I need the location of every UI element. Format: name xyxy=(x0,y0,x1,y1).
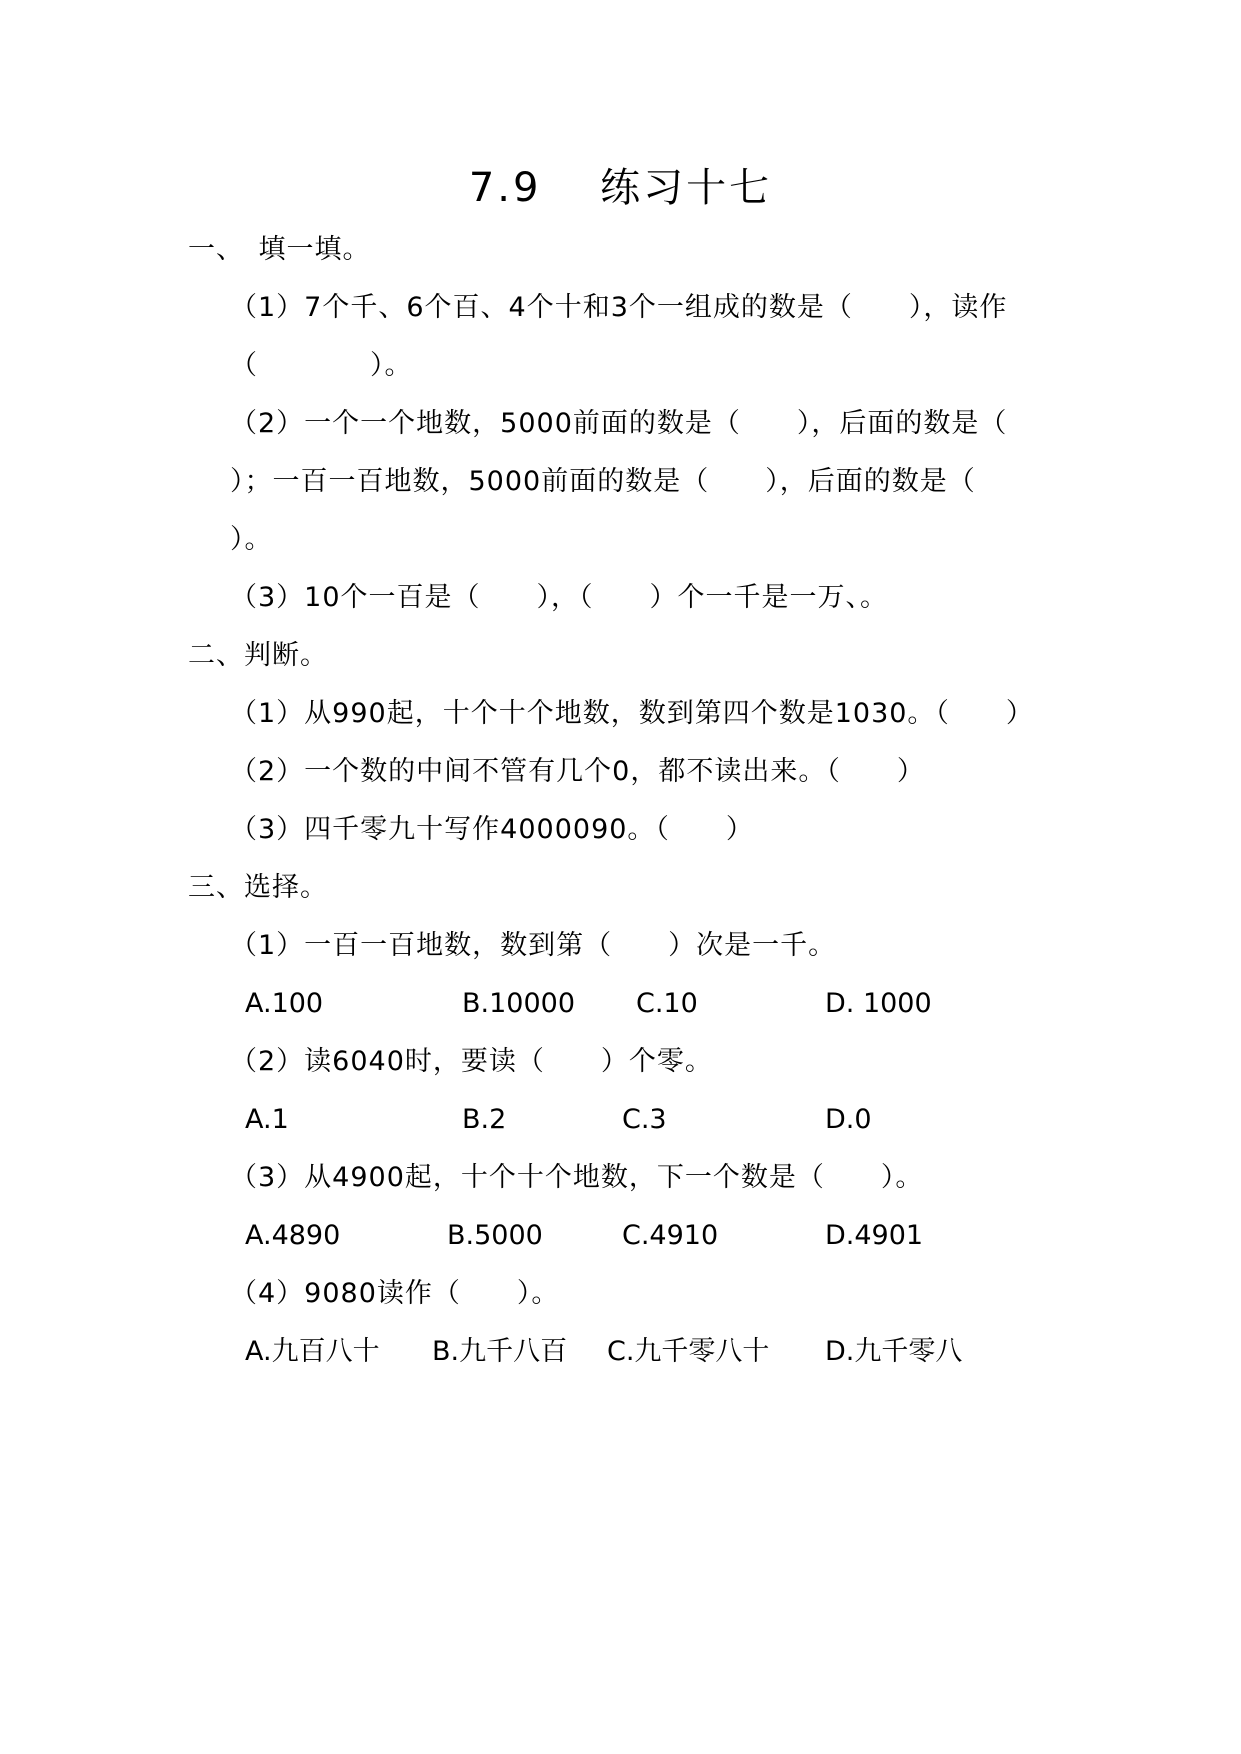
section-heading-choice: 三、选择。 xyxy=(188,872,328,903)
fill-question-2-line-3: ）。 xyxy=(230,524,273,555)
page-title: 7.9 练习十七 xyxy=(468,165,773,211)
choice-4-option-d: D.九千零八 xyxy=(825,1336,963,1367)
choice-2-option-a: A.1 xyxy=(245,1104,289,1135)
choice-question-3: （3）从4900起，十个十个地数，下一个数是（ ）。 xyxy=(230,1162,924,1193)
fill-question-3: （3）10个一百是（ ），（ ）个一千是一万、。 xyxy=(230,582,889,613)
choice-3-option-b: B.5000 xyxy=(447,1220,543,1251)
choice-question-4: （4）9080读作（ ）。 xyxy=(230,1278,560,1309)
fill-question-1-line-2: （ ）。 xyxy=(230,350,413,381)
judge-question-3: （3）四千零九十写作4000090。（ ） xyxy=(230,814,754,845)
fill-question-1-line-1: （1）7个千、6个百、4个十和3个一组成的数是（ ），读作 xyxy=(230,292,1008,323)
judge-question-1: （1）从990起，十个十个地数，数到第四个数是1030。（ ） xyxy=(230,698,1034,729)
fill-question-2-line-1: （2）一个一个地数，5000前面的数是（ ），后面的数是（ xyxy=(230,408,1008,439)
choice-4-option-b: B.九千八百 xyxy=(432,1336,568,1367)
section-heading-fill-in: 一、 填一填。 xyxy=(188,234,371,265)
choice-3-option-a: A.4890 xyxy=(245,1220,341,1251)
choice-1-option-d: D. 1000 xyxy=(825,988,932,1019)
judge-question-2: （2）一个数的中间不管有几个0，都不读出来。（ ） xyxy=(230,756,925,787)
choice-2-option-b: B.2 xyxy=(462,1104,507,1135)
choice-1-option-b: B.10000 xyxy=(462,988,575,1019)
choice-question-2: （2）读6040时，要读（ ）个零。 xyxy=(230,1046,713,1077)
choice-3-option-d: D.4901 xyxy=(825,1220,924,1251)
choice-4-option-c: C.九千零八十 xyxy=(607,1336,770,1367)
choice-question-1: （1）一百一百地数，数到第（ ）次是一千。 xyxy=(230,930,837,961)
choice-4-option-a: A.九百八十 xyxy=(245,1336,380,1367)
fill-question-2-line-2: ）；一百一百地数，5000前面的数是（ ），后面的数是（ xyxy=(230,466,976,497)
choice-3-option-c: C.4910 xyxy=(622,1220,719,1251)
choice-1-option-a: A.100 xyxy=(245,988,324,1019)
section-heading-judge: 二、判断。 xyxy=(188,640,328,671)
choice-2-option-d: D.0 xyxy=(825,1104,872,1135)
choice-1-option-c: C.10 xyxy=(636,988,698,1019)
choice-2-option-c: C.3 xyxy=(622,1104,667,1135)
